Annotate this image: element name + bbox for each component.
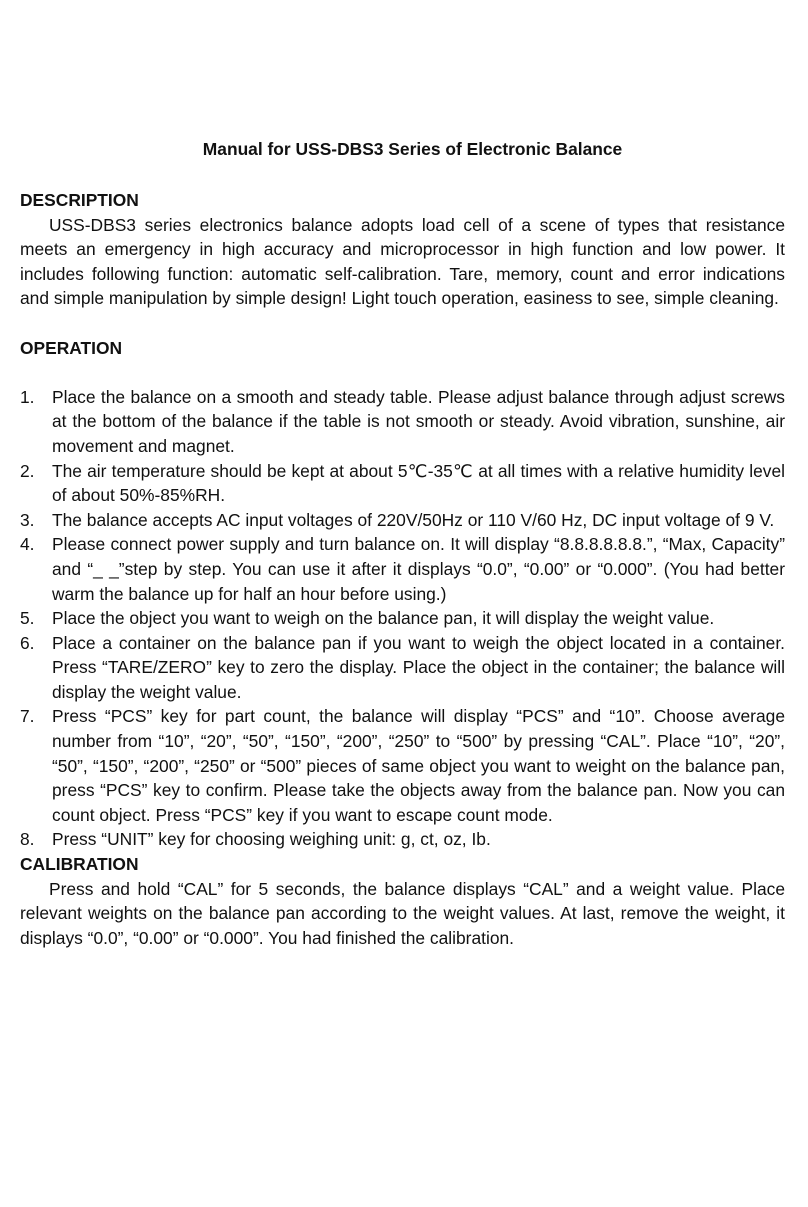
description-heading: DESCRIPTION [20, 190, 139, 210]
item-number: 1. [20, 386, 35, 407]
operation-list [20, 385, 785, 852]
item-text: Press “PCS” key for part count, the balance will display “PCS” and “10”. Choose average number from “10”, “20”, “50”, “150”, “200”, “250” to “500” by pressing “CAL”. Place “10”, “20”, “50”, “150”, “200”, “250” or “500” pieces of same object you want to weight on the balance pan, press “PCS” key to confirm. Please take the objects away from the balance pan. Now you can count object. Press “PCS” key if you want to escape count mode. [52, 706, 785, 825]
item-number: 2. [20, 460, 35, 481]
operation-item-8 [20, 827, 785, 852]
operation-item-7 [20, 704, 785, 827]
item-text: Please connect power supply and turn balance on. It will display “8.8.8.8.8.8.”, “Max, Capacity” and “_ _”step by step. You can use it after it displays “0.0”, “0.00” or “0.000”. (You had better warm the balance up for half an hour before using.) [52, 534, 785, 604]
operation-item-4 [20, 532, 785, 606]
item-text: Place the balance on a smooth and steady table. Please adjust balance through adjust screws at the bottom of the balance if the table is not smooth or steady. Avoid vibration, sunshine, air movement and magnet. [52, 386, 785, 456]
item-text: Place the object you want to weigh on the balance pan, it will display the weight value. [52, 608, 715, 629]
spacer [20, 360, 785, 385]
operation-item-3 [20, 508, 785, 533]
item-number: 6. [20, 632, 35, 653]
item-text: Press “UNIT” key for choosing weighing unit: g, ct, oz, Ib. [52, 829, 491, 850]
item-number: 4. [20, 534, 35, 555]
item-number: 8. [20, 829, 35, 850]
spacer [20, 311, 785, 336]
operation-item-6 [20, 631, 785, 705]
item-number: 3. [20, 509, 35, 530]
operation-heading: OPERATION [20, 337, 123, 358]
operation-item-1 [20, 385, 785, 459]
item-text: The balance accepts AC input voltages of 220V/50Hz or 110 V/60 Hz, DC input voltage of 9 V. [52, 509, 775, 530]
description-text: USS-DBS3 series electronics balance adopts load cell of a scene of types that resistance meets an emergency in high accuracy and microprocessor in high function and low power. It includes following function: automatic self-calibration. Tare, memory, count and error indications and simple manipulation by simple design! Light touch operation, easiness to see, simple cleaning. [20, 214, 785, 309]
operation-item-5 [20, 606, 785, 631]
calibration-heading: CALIBRATION [20, 854, 139, 875]
manual-page [20, 136, 785, 950]
item-text: The air temperature should be kept at about 5℃-35℃ at all times with a relative humidity level of about 50%-85%RH. [52, 460, 785, 506]
page-title: Manual for USS-DBS3 Series of Electronic Balance [202, 139, 623, 159]
calibration-text: Press and hold “CAL” for 5 seconds, the balance displays “CAL” and a weight value. Place relevant weights on the balance pan according to the weight values. At last, remove the weight, it displays “0.0”, “0.00” or “0.000”. You had finished the calibration. [20, 878, 785, 948]
item-number: 5. [20, 608, 35, 629]
item-number: 7. [20, 706, 35, 727]
operation-item-2 [20, 459, 785, 508]
item-text: Place a container on the balance pan if you want to weigh the object located in a container. Press “TARE/ZERO” key to zero the display. Place the object in the container; the balance will display the weight value. [52, 632, 785, 702]
